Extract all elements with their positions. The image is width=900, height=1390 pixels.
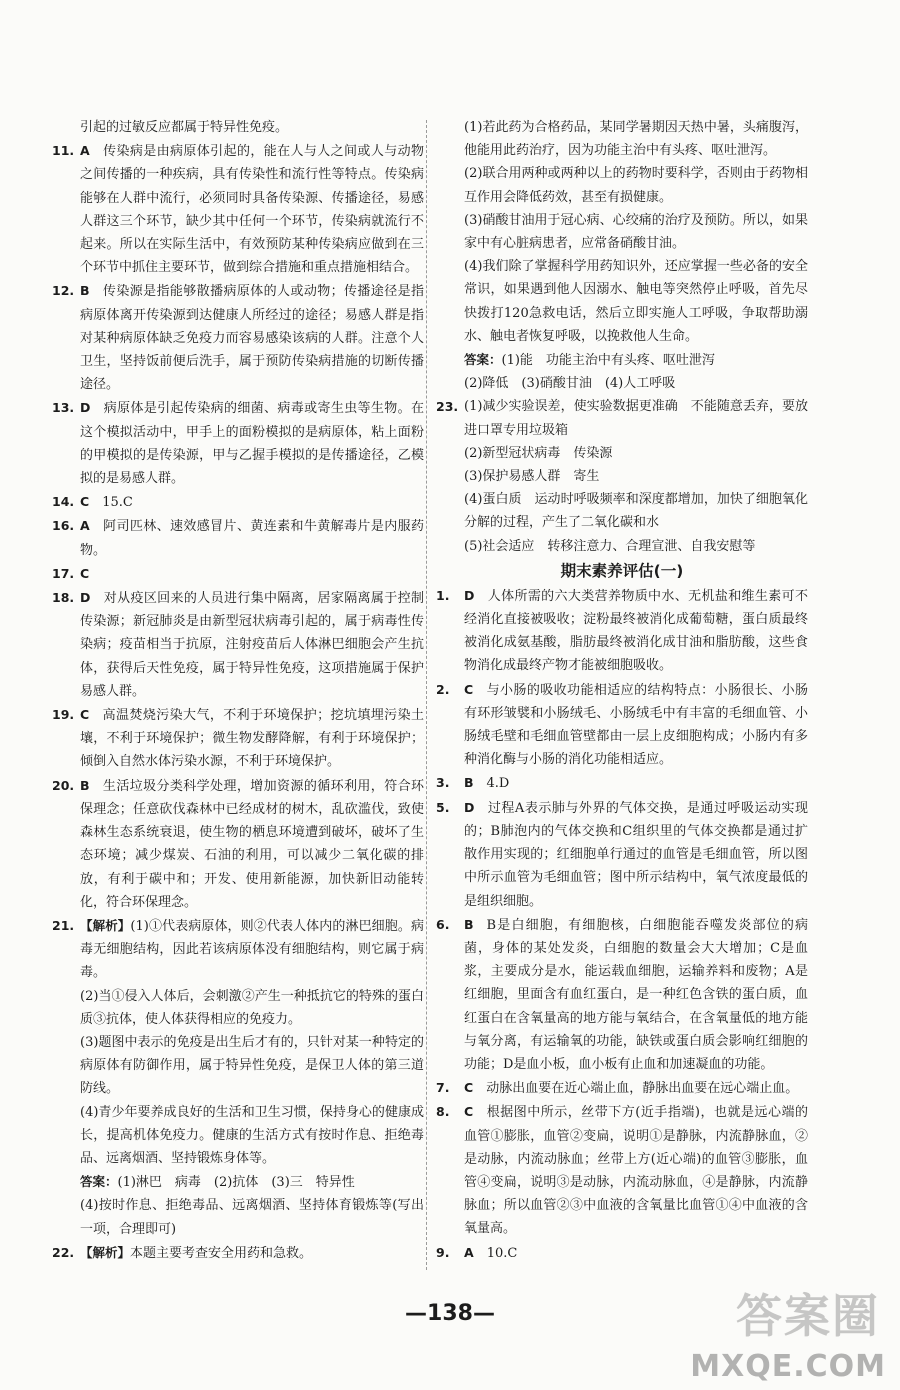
answer-label: C — [80, 707, 90, 723]
answer-entry — [436, 584, 808, 678]
answer-label: B — [464, 775, 474, 791]
answer-label: 【解析】 — [80, 1244, 131, 1260]
answer-text: (1)减少实验误差，使实验数据更准确 不能随意丢弃，要放进口罩专用垃圾箱 — [464, 399, 808, 438]
question-number: 7. — [436, 1080, 450, 1096]
answer-text: 生活垃圾分类科学处理，增加资源的循环利用，符合环保理念；任意砍伐森林中已经成材的树木，乱砍滥伐，致使森林生态系统衰退，使生物的栖息环境遭到破坏，破坏了生态环境；减少煤炭、石油的利用，可以减少二氧化碳的排放，有利于碳中和；开发、使用新能源，加快新旧动能转化，符合环保理念。 — [80, 778, 424, 910]
answer-text: 病原体是引起传染病的细菌、病毒或寄生虫等生物。在这个模拟活动中，甲手上的面粉模拟的是病原体，粘上面粉的甲模拟的是传染源，甲与乙握手模拟的是传播途径，乙模拟的是易感人群。 — [80, 401, 424, 487]
right-column — [436, 116, 808, 1265]
left-column — [52, 116, 424, 1265]
answer-entry — [52, 116, 424, 139]
question-number: 5. — [436, 799, 450, 815]
answer-text: (2)联合用两种或两种以上的药物时要科学，否则由于药物相互作用会降低药效，甚至有损健康。 — [464, 166, 808, 205]
answer-entry — [52, 1170, 424, 1194]
answer-entry — [436, 771, 808, 795]
question-number: 12. — [52, 283, 75, 299]
answer-entry — [436, 678, 808, 772]
answer-text: 15.C — [102, 495, 133, 511]
question-number: 1. — [436, 587, 450, 603]
answer-entry — [436, 348, 808, 372]
answer-label: B — [80, 777, 90, 793]
question-number: 21. — [52, 917, 75, 933]
answer-label: D — [80, 400, 91, 416]
answer-text: 传染病是由病原体引起的，能在人与人之间或人与动物之间传播的一种疾病，具有传染性和流行性等特点。传染病能够在人群中流行，必须同时具备传染源、传播途径，易感人群这三个环节，缺少其中任何一个环节，传染病就流行不起来。所以在实际生活中，有效预防某种传染病应做到在三个环节中抓住主要环节，做到综合措施和重点措施相结合。 — [80, 144, 424, 276]
answer-text: B是白细胞，有细胞核，白细胞能吞噬发炎部位的病菌，身体的某处发炎，白细胞的数量会大大增加；C是血浆，主要成分是水，能运载血细胞，运输养料和废物；A是红细胞，里面含有血红蛋白，是一种红色含铁的蛋白质，血红蛋白在含氧量高的地方能与氧结合，在含氧量低的地方能与氧分离，有运输氧的功能，缺铁或蛋白质会影响红细胞的功能；D是血小板，血小板有止血和加速凝血的功能。 — [464, 917, 808, 1072]
answer-entry — [436, 1076, 808, 1100]
answer-entry — [52, 985, 424, 1031]
answer-label: 【解析】 — [80, 917, 131, 933]
question-number: 20. — [52, 777, 75, 793]
answer-text: 动脉出血要在近心端止血，静脉出血要在远心端止血。 — [486, 1081, 799, 1097]
answer-text: 人体所需的六大类营养物质中水、无机盐和维生素可不经消化直接被吸收；淀粉最终被消化成葡萄糖，蛋白质最终被消化成氨基酸，脂肪最终被消化成甘油和脂肪酸，这些食物消化成最终产物才能被细胞吸收。 — [464, 588, 808, 674]
answer-entry — [436, 162, 808, 208]
answer-label: C — [464, 1104, 474, 1120]
answer-entry — [436, 372, 808, 395]
answer-label: B — [80, 283, 90, 299]
answer-text: 引起的过敏反应都属于特异性免疫。 — [80, 120, 289, 135]
question-number: 16. — [52, 518, 75, 534]
answer-label: A — [80, 518, 90, 534]
answer-text: 阿司匹林、速效感冒片、黄连素和牛黄解毒片是内服药物。 — [80, 519, 424, 558]
question-number: 8. — [436, 1104, 450, 1120]
answer-entry — [52, 1194, 424, 1240]
answer-label: C — [464, 1080, 474, 1096]
answer-entry — [436, 116, 808, 162]
answer-text: (4)我们除了掌握科学用药知识外，还应掌握一些必备的安全常识，如果遇到他人因溺水、触电等突然停止呼吸，首先尽快拨打120急救电话，然后立即实施人工呼吸，争取帮助溺水、触电者恢复呼吸，以挽救他人生命。 — [464, 259, 808, 344]
answer-text: 高温焚烧污染大气，不利于环境保护；挖坑填埋污染土壤，不利于环境保护；微生物发酵降解，有利于环境保护；倾倒入自然水体污染水源，不利于环境保护。 — [80, 708, 424, 770]
answer-label: B — [464, 916, 474, 932]
answer-entry — [52, 514, 424, 561]
answer-text: (4)按时作息、拒绝毒品、远离烟酒、坚持体育锻炼等(写出一项，合理即可) — [80, 1198, 424, 1237]
answer-label: A — [80, 143, 90, 159]
answer-entry — [436, 395, 808, 441]
answer-entry — [52, 1241, 424, 1265]
answer-entry — [52, 490, 424, 514]
answer-entry — [52, 703, 424, 774]
answer-label: D — [464, 799, 475, 815]
answer-text: (3)题图中表示的免疫是出生后才有的，只针对某一种特定的病原体有防御作用，属于特异性免疫，是保卫人体的第三道防线。 — [80, 1034, 424, 1097]
answer-text: (1)能 功能主治中有头疼、呕吐泄泻 — [501, 353, 715, 369]
answer-label: D — [80, 590, 91, 606]
answer-text: 4.D — [486, 776, 510, 792]
answer-text: (3)硝酸甘油用于冠心病、心绞痛的治疗及预防。所以，如果家中有心脏病患者，应常备硝酸甘油。 — [464, 212, 808, 252]
question-number: 14. — [52, 494, 75, 510]
question-number: 13. — [52, 400, 75, 416]
answer-label: C — [464, 681, 474, 697]
answer-text: (3)保护易感人群 寄生 — [464, 469, 600, 485]
question-number: 11. — [52, 143, 75, 159]
answer-entry — [436, 209, 808, 255]
answer-entry — [52, 1031, 424, 1101]
answer-text: (2)降低 (3)硝酸甘油 (4)人工呼吸 — [464, 376, 676, 392]
column-divider — [426, 120, 427, 1270]
answer-text: 10.C — [486, 1245, 518, 1261]
question-number: 6. — [436, 916, 450, 932]
section-title: 期末素养评估(一) — [560, 561, 684, 580]
answer-label: 答案： — [464, 352, 502, 368]
answer-text: (2)当①侵入人体后，会刺激②产生一种抵抗它的特殊的蛋白质③抗体，使人体获得相应的免疫力。 — [80, 988, 424, 1027]
answer-entry — [52, 396, 424, 490]
answer-text: (1)若此药为合格药品，某同学暑期因天热中暑，头痛腹泻，他能用此药治疗，因为功能主治中有头疼、呕吐泄泻。 — [464, 120, 808, 159]
answer-entry — [52, 279, 424, 396]
question-number: 18. — [52, 590, 75, 606]
answer-entry — [436, 488, 808, 534]
answer-text: (4)青少年要养成良好的生活和卫生习惯，保持身心的健康成长，提高机体免疫力。健康的生活方式有按时作息、拒绝毒品、远离烟酒、坚持锻炼身体等。 — [80, 1104, 424, 1166]
answer-label: C — [80, 494, 90, 510]
answer-text: 过程A表示肺与外界的气体交换，是通过呼吸运动实现的；B肺泡内的气体交换和C组织里的气体交换都是通过扩散作用实现的；红细胞单行通过的血管是毛细血管，所以图中所示血管为毛细血管；图中所示结构中，氧气浓度最低的是组织细胞。 — [464, 800, 808, 909]
answer-text: 本题主要考查安全用药和急救。 — [130, 1245, 313, 1261]
answer-entry — [436, 913, 808, 1076]
answer-text: (2)新型冠状病毒 传染源 — [464, 445, 613, 461]
question-number: 2. — [436, 681, 450, 697]
answer-entry — [436, 1100, 808, 1240]
answer-text: 对从疫区回来的人员进行集中隔离，居家隔离属于控制传染源；新冠肺炎是由新型冠状病毒引起的，属于病毒性传染病；疫苗相当于抗原，注射疫苗后人体淋巴细胞会产生抗体，获得后天性免疫，属于特异性免疫，这项措施属于保护易感人群。 — [80, 591, 424, 699]
answer-entry — [52, 774, 424, 914]
watermark-logo: 答案圈 — [736, 1289, 880, 1343]
answer-entry — [436, 465, 808, 488]
answer-text: 传染源是指能够散播病原体的人或动物；传播途径是指病原体离开传染源到达健康人所经过的途径；易感人群是指对某种病原体缺乏免疫力而容易感染该病的人群。注意个人卫生，坚持饭前便后洗手，属于预防传染病措施的切断传播途径。 — [80, 284, 424, 393]
question-number: 23. — [436, 399, 459, 415]
question-number: 3. — [436, 775, 450, 791]
answer-label: D — [464, 587, 475, 603]
watermark-url: MXQE.COM — [690, 1349, 886, 1384]
answer-entry — [436, 442, 808, 465]
answer-label: C — [80, 565, 90, 581]
answer-text: (5)社会适应 转移注意力、合理宣泄、自我安慰等 — [464, 538, 756, 554]
answer-text: (1)①代表病原体，则②代表人体内的淋巴细胞。病毒无细胞结构，因此若该病原体没有细胞结构，则它属于病毒。 — [80, 918, 424, 981]
answer-entry — [52, 914, 424, 985]
answer-label: 答案： — [80, 1174, 118, 1190]
answer-entry — [436, 535, 808, 558]
answer-entry — [436, 1241, 808, 1265]
answer-entry — [436, 796, 808, 913]
answer-entry — [52, 1101, 424, 1171]
answer-text: 与小肠的吸收功能相适应的结构特点：小肠很长、小肠有环形皱襞和小肠绒毛、小肠绒毛中有丰富的毛细血管、小肠绒毛壁和毛细血管壁都由一层上皮细胞构成；小肠内有多种消化酶与小肠的消化功能相适应。 — [464, 682, 808, 768]
answer-text: 根据图中所示，丝带下方(近手指端)，也就是远心端的血管①膨胀，血管②变扁，说明①是静脉，内流静脉血，②是动脉，内流动脉血；丝带上方(近心端)的血管③膨胀，血管④变扁，说明③是动脉，内流动脉血，④是静脉，内流静脉血；所以血管②③中血液的含氧量比血管①④中血液的含氧量高。 — [464, 1105, 808, 1237]
question-number: 9. — [436, 1244, 450, 1260]
answer-entry — [52, 139, 424, 279]
answer-entry — [436, 255, 808, 348]
question-number: 22. — [52, 1244, 75, 1260]
answer-text: (4)蛋白质 运动时呼吸频率和深度都增加，加快了细胞氧化分解的过程，产生了二氧化碳和水 — [464, 492, 808, 531]
answer-entry — [52, 562, 424, 586]
answer-text: (1)淋巴 病毒 (2)抗体 (3)三 特异性 — [117, 1175, 355, 1191]
question-number: 19. — [52, 707, 75, 723]
question-number: 17. — [52, 565, 75, 581]
answer-entry — [52, 586, 424, 703]
page-number: —138— — [405, 1301, 495, 1326]
answer-label: A — [464, 1244, 474, 1260]
